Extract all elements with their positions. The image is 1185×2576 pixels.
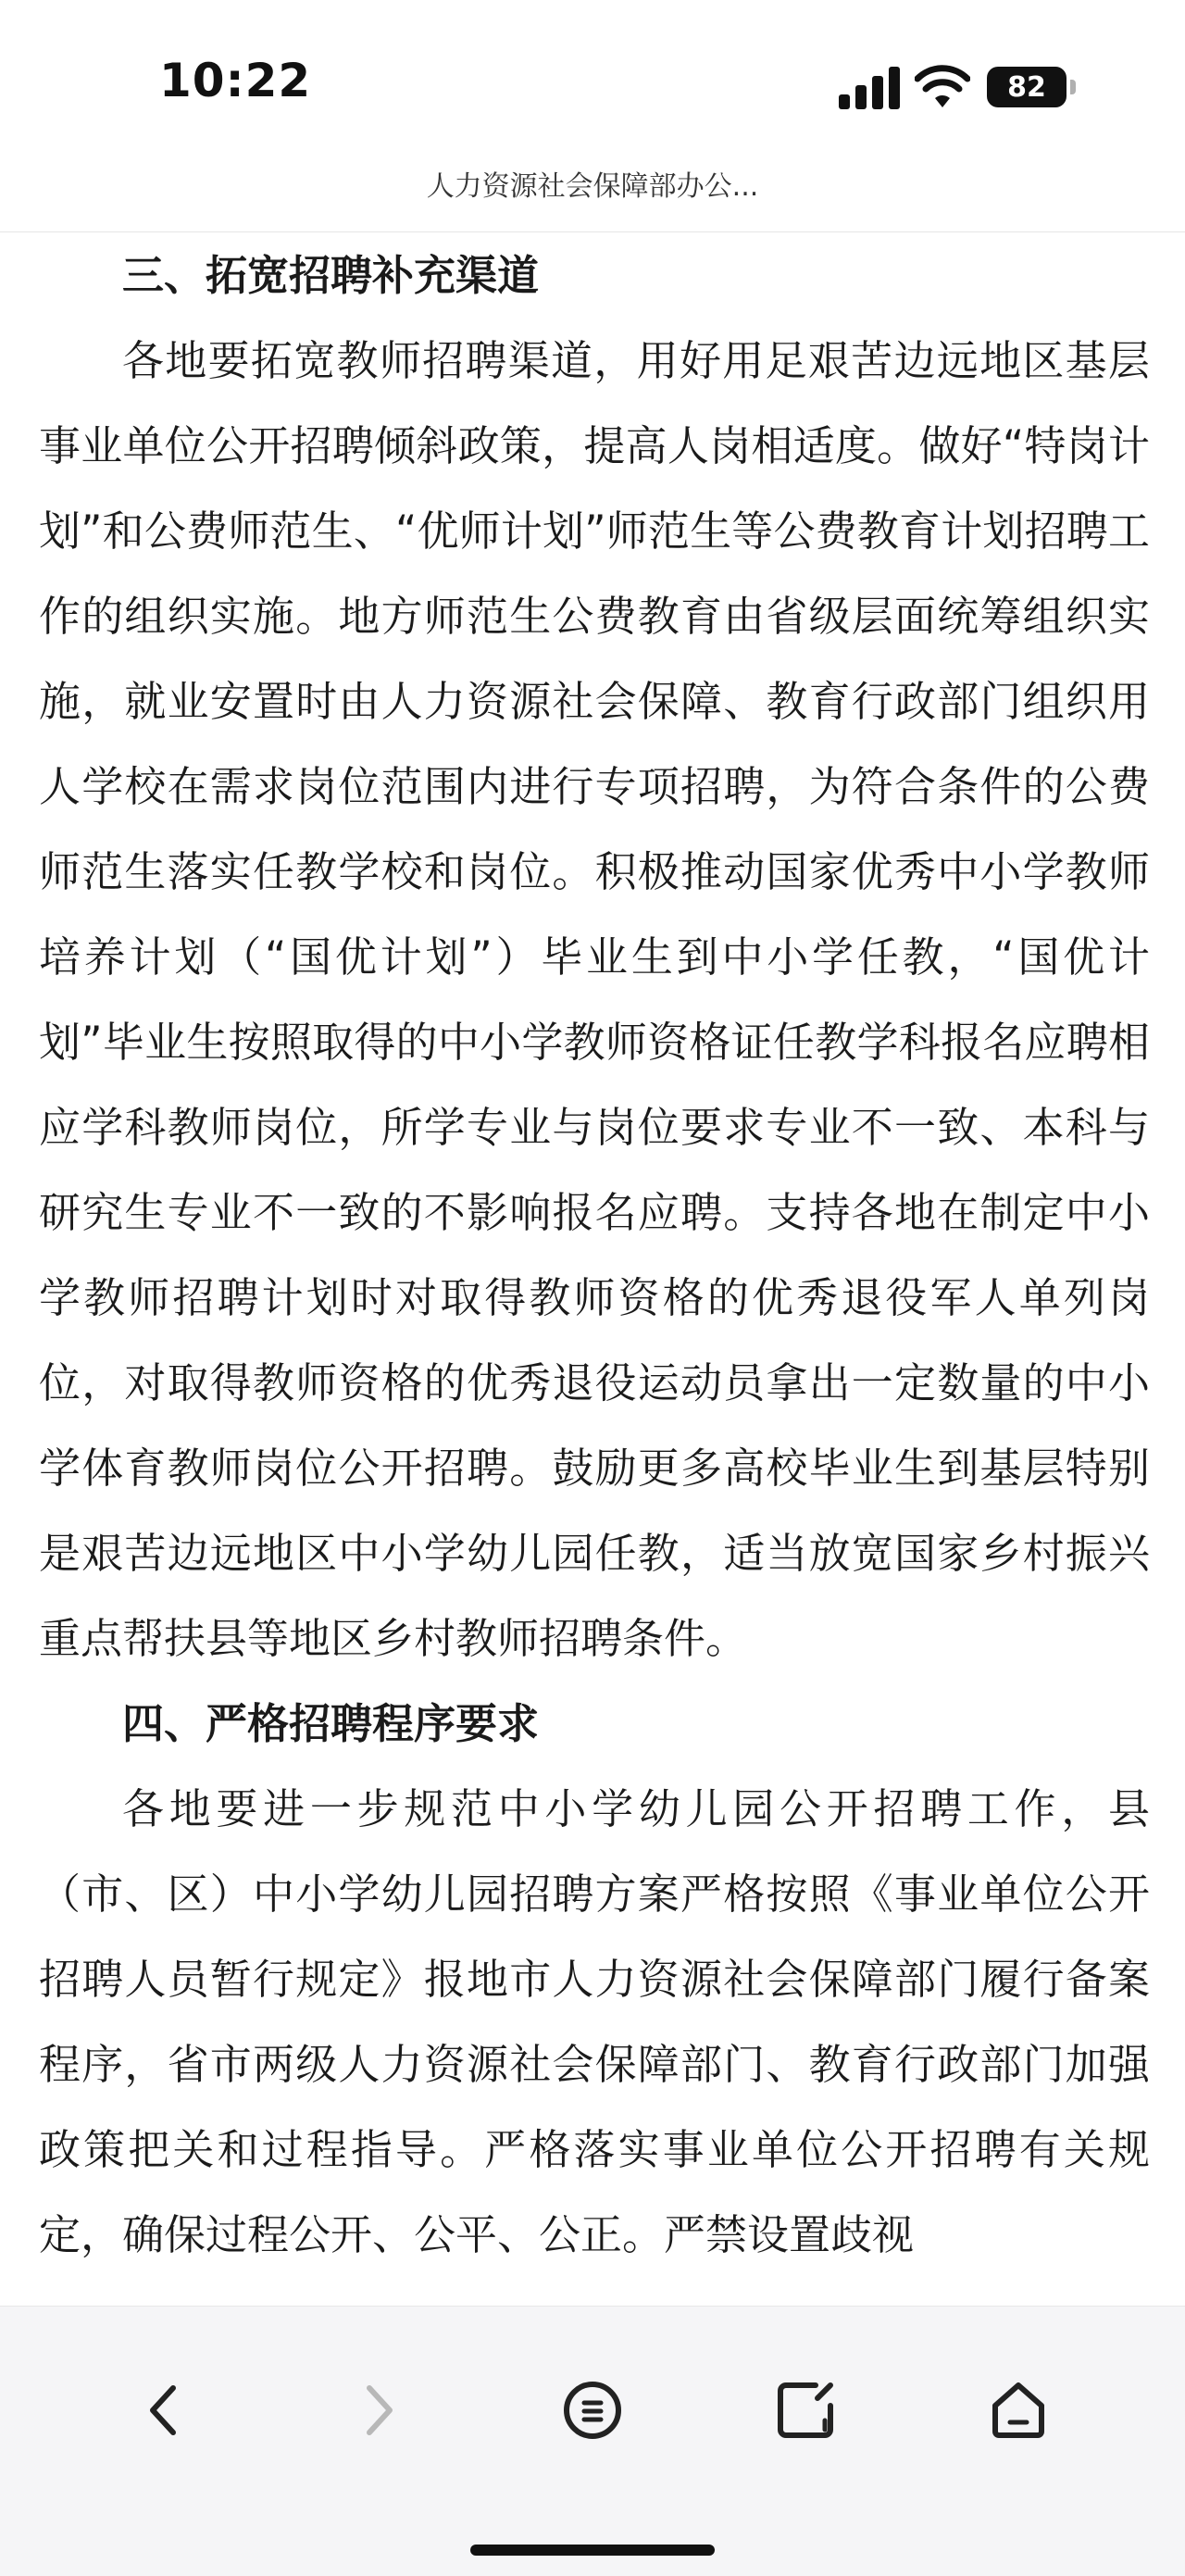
back-button[interactable] xyxy=(126,2371,204,2449)
forward-icon xyxy=(355,2382,401,2438)
home-button[interactable] xyxy=(979,2371,1057,2449)
battery-cap xyxy=(1070,80,1076,94)
menu-icon xyxy=(560,2378,625,2443)
page-title: 人力资源社会保障部办公... xyxy=(426,170,759,203)
bottom-toolbar xyxy=(0,2306,1185,2576)
tabs-icon xyxy=(773,2378,838,2443)
forward-button[interactable] xyxy=(339,2371,417,2449)
home-indicator xyxy=(470,2545,715,2556)
header-divider xyxy=(0,231,1185,232)
status-bar xyxy=(0,0,1185,139)
tabs-button[interactable] xyxy=(767,2371,844,2449)
section-heading-4: 四、严格招聘程序要求 xyxy=(122,1699,540,1748)
section-heading-3: 三、拓宽招聘补充渠道 xyxy=(122,251,540,300)
home-icon xyxy=(986,2378,1051,2443)
menu-button[interactable] xyxy=(554,2371,631,2449)
article-body xyxy=(39,233,1150,2307)
section-paragraph-4: 各地要进一步规范中小学幼儿园公开招聘工作，县（市、区）中小学幼儿园招聘方案严格按照《事业单位公开招聘人员暂行规定》报地市人力资源社会保障部门履行备案程序，省市两级人力资源社会保障部门、教育行政部门加强政策把关和过程指导。严格落实事业单位公开招聘有关规定，确保过程公开、公平、公正。严禁设置歧视 xyxy=(39,1784,1150,2259)
battery-level: 82 xyxy=(1007,70,1046,104)
section-paragraph-3: 各地要拓宽教师招聘渠道，用好用足艰苦边远地区基层事业单位公开招聘倾斜政策，提高人岗相适度。做好“特岗计划”和公费师范生、“优师计划”师范生等公费教育计划招聘工作的组织实施。地方师范生公费教育由省级层面统筹组织实施，就业安置时由人力资源社会保障、教育行政部门组织用人学校在需求岗位范围内进行专项招聘，为符合条件的公费师范生落实任教学校和岗位。积极推动国家优秀中小学教师培养计划（“国优计划”）毕业生到中小学任教，“国优计划”毕业生按照取得的中小学教师资格证任教学科报名应聘相应学科教师岗位，所学专业与岗位要求专业不一致、本科与研究生专业不一致的不影响报名应聘。支持各地在制定中小学教师招聘计划时对取得教师资格的优秀退役军人单列岗位，对取得教师资格的优秀退役运动员拿出一定数量的中小学体育教师岗位公开招聘。鼓励更多高校毕业生到基层特别是艰苦边远地区中小学幼儿园任教，适当放宽国家乡村振兴重点帮扶县等地区乡村教师招聘条件。 xyxy=(39,336,1150,1663)
status-time: 10:22 xyxy=(159,54,312,107)
wifi-icon xyxy=(915,65,970,109)
signal-icon xyxy=(839,67,900,109)
back-icon xyxy=(142,2382,188,2438)
battery-icon xyxy=(987,67,1066,107)
